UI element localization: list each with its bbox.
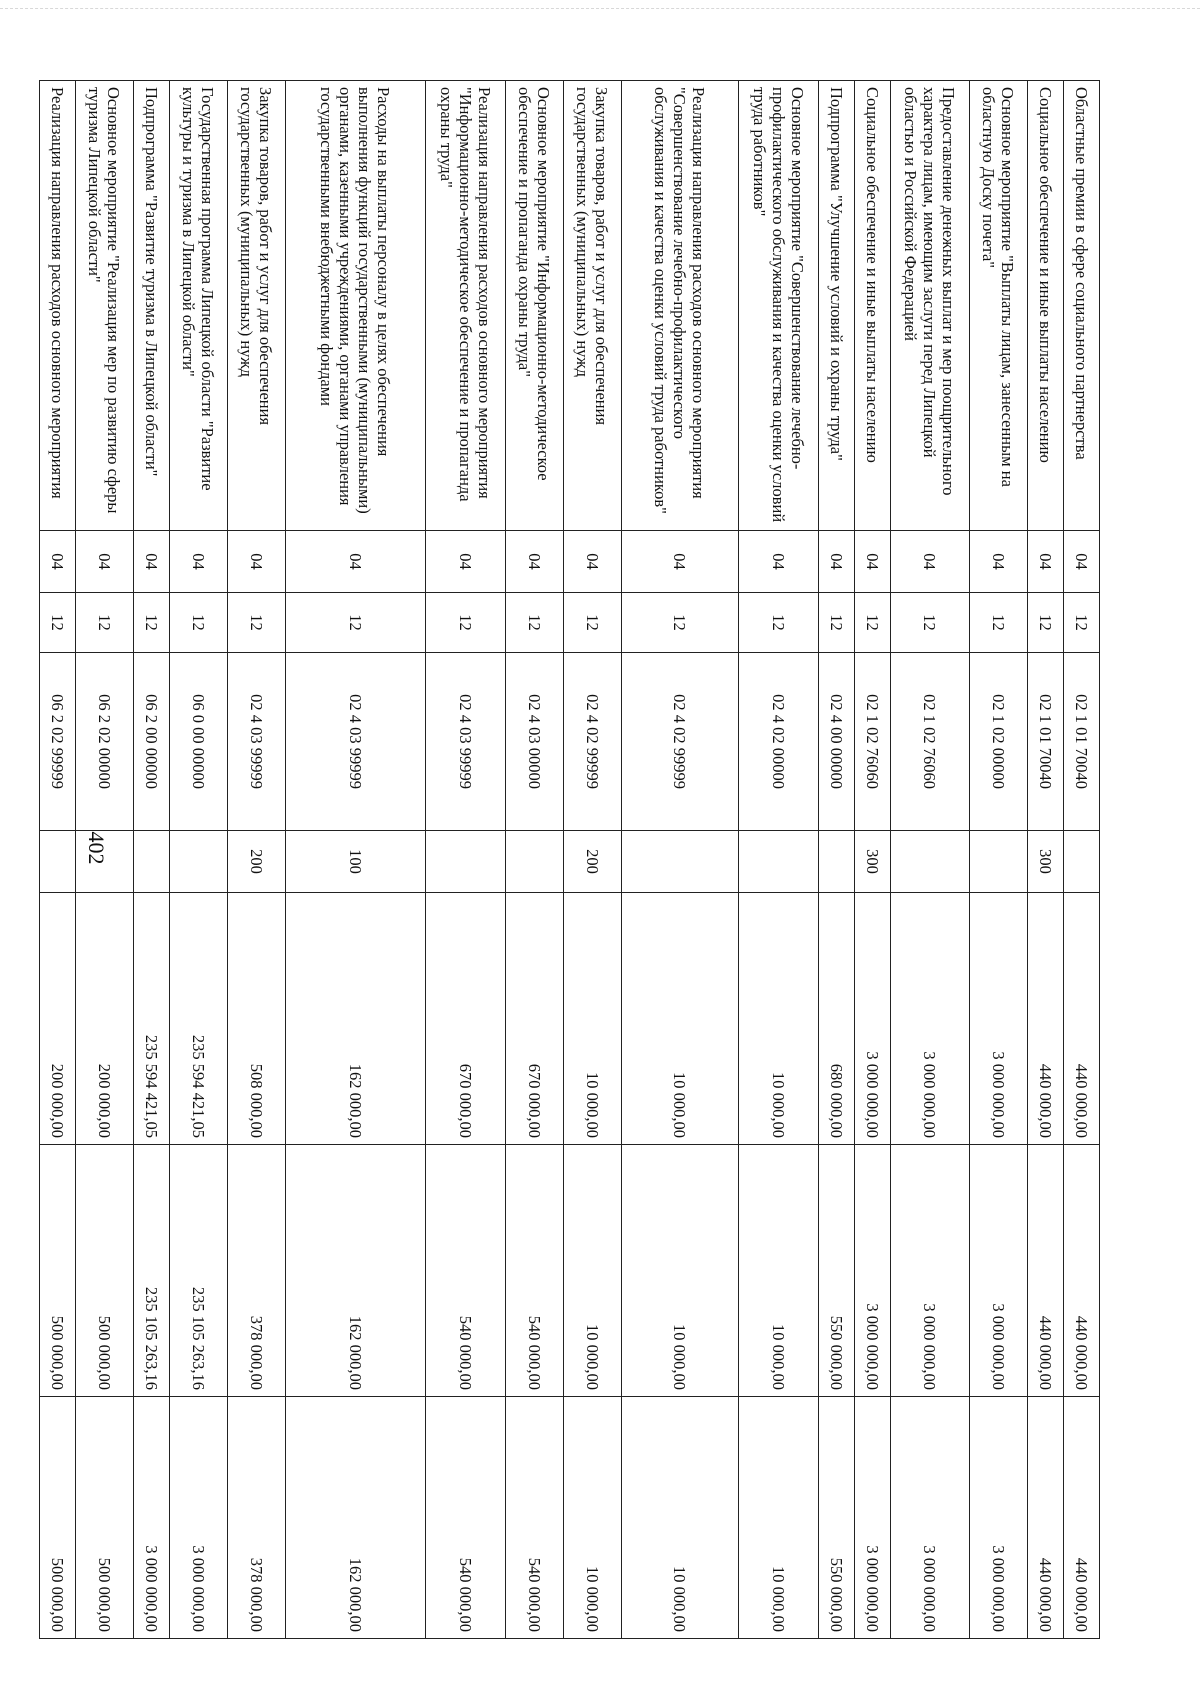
- row-expense-type-cell: [970, 831, 1028, 893]
- table-row: [134, 81, 170, 1639]
- row-amount-2-cell: 10 000,00: [564, 1145, 622, 1397]
- row-subsection-cell: 12: [891, 593, 970, 653]
- row-section-cell: 04: [564, 531, 622, 593]
- row-name-cell: Подпрограмма "Улучшение условий и охраны труда": [819, 81, 855, 531]
- table-row: [1064, 81, 1100, 1639]
- row-section-cell: 04: [855, 531, 891, 593]
- row-amount-1-cell: 3 000 000,00: [891, 893, 970, 1145]
- row-section-cell: 04: [134, 531, 170, 593]
- row-name-cell: Закупка товаров, работ и услуг для обеспечения государственных (муниципальных) нужд: [228, 81, 286, 531]
- table-row: [739, 81, 819, 1639]
- row-target-article-cell: 02 4 03 99999: [286, 653, 426, 831]
- row-target-article-cell: 02 4 02 00000: [739, 653, 819, 831]
- row-amount-2-cell: 3 000 000,00: [891, 1145, 970, 1397]
- row-expense-type-cell: [426, 831, 506, 893]
- row-name-cell: Основное мероприятие "Выплаты лицам, занесенным на областную Доску почета": [970, 81, 1028, 531]
- row-amount-1-cell: 680 000,00: [819, 893, 855, 1145]
- row-target-article-cell: 02 1 01 70040: [1064, 653, 1100, 831]
- row-amount-1-cell: 10 000,00: [564, 893, 622, 1145]
- row-name-cell: Предоставление денежных выплат и мер поощрительного характера лицам, имеющим заслуги перед Липецкой областью и Российской Федерацией: [891, 81, 970, 531]
- row-amount-3-cell: 3 000 000,00: [891, 1397, 970, 1639]
- row-name-cell: Реализация направления расходов основного мероприятия "Совершенствование лечебно-профилактического обслуживания и качества оценки условий труда работников": [622, 81, 739, 531]
- rotated-table-container: [48, 80, 1100, 1638]
- row-amount-2-cell: 10 000,00: [739, 1145, 819, 1397]
- row-expense-type-cell: [170, 831, 228, 893]
- row-amount-2-cell: 440 000,00: [1064, 1145, 1100, 1397]
- row-section-cell: 04: [76, 531, 134, 593]
- row-amount-1-cell: 10 000,00: [739, 893, 819, 1145]
- row-expense-type-cell: 100: [286, 831, 426, 893]
- row-amount-1-cell: 200 000,00: [76, 893, 134, 1145]
- table-row: [228, 81, 286, 1639]
- row-name-cell: Областные премии в сфере социального партнерства: [1064, 81, 1100, 531]
- row-target-article-cell: 02 4 03 00000: [506, 653, 564, 831]
- row-amount-2-cell: 378 000,00: [228, 1145, 286, 1397]
- row-subsection-cell: 12: [1028, 593, 1064, 653]
- row-amount-1-cell: 508 000,00: [228, 893, 286, 1145]
- row-amount-1-cell: 235 594 421,05: [134, 893, 170, 1145]
- row-expense-type-cell: [134, 831, 170, 893]
- row-amount-2-cell: 540 000,00: [426, 1145, 506, 1397]
- row-name-cell: Закупка товаров, работ и услуг для обеспечения государственных (муниципальных) нужд: [564, 81, 622, 531]
- row-amount-2-cell: 550 000,00: [819, 1145, 855, 1397]
- row-target-article-cell: 06 2 02 00000: [76, 653, 134, 831]
- row-section-cell: 04: [739, 531, 819, 593]
- row-expense-type-cell: [891, 831, 970, 893]
- table-row: [891, 81, 970, 1639]
- row-amount-1-cell: 3 000 000,00: [970, 893, 1028, 1145]
- row-amount-2-cell: 3 000 000,00: [970, 1145, 1028, 1397]
- row-target-article-cell: 02 4 02 99999: [564, 653, 622, 831]
- row-amount-3-cell: 540 000,00: [506, 1397, 564, 1639]
- row-expense-type-cell: [622, 831, 739, 893]
- row-section-cell: 04: [228, 531, 286, 593]
- row-name-cell: Реализация направления расходов основного мероприятия "Информационно-методическое обеспечение и пропаганда охраны труда": [426, 81, 506, 531]
- row-name-cell: Реализация направления расходов основного мероприятия: [40, 81, 76, 531]
- row-section-cell: 04: [819, 531, 855, 593]
- row-subsection-cell: 12: [1064, 593, 1100, 653]
- row-amount-1-cell: 670 000,00: [506, 893, 564, 1145]
- row-amount-2-cell: 540 000,00: [506, 1145, 564, 1397]
- row-name-cell: Расходы на выплаты персоналу в целях обеспечения выполнения функций государственными (муниципальными) органами, казенными учреждениями, органами управления государственными внебюджетными фондами: [286, 81, 426, 531]
- row-target-article-cell: 02 4 03 99999: [426, 653, 506, 831]
- row-amount-3-cell: 10 000,00: [739, 1397, 819, 1639]
- row-expense-type-cell: 200: [228, 831, 286, 893]
- row-amount-2-cell: 10 000,00: [622, 1145, 739, 1397]
- row-section-cell: 04: [426, 531, 506, 593]
- row-amount-1-cell: 3 000 000,00: [855, 893, 891, 1145]
- row-expense-type-cell: [76, 831, 134, 893]
- row-target-article-cell: 06 2 02 99999: [40, 653, 76, 831]
- row-subsection-cell: 12: [76, 593, 134, 653]
- table-row: [426, 81, 506, 1639]
- row-amount-3-cell: 550 000,00: [819, 1397, 855, 1639]
- row-section-cell: 04: [891, 531, 970, 593]
- row-section-cell: 04: [1028, 531, 1064, 593]
- row-amount-3-cell: 540 000,00: [426, 1397, 506, 1639]
- row-expense-type-cell: [1064, 831, 1100, 893]
- row-amount-1-cell: 440 000,00: [1028, 893, 1064, 1145]
- table-row: [970, 81, 1028, 1639]
- table-row: [76, 81, 134, 1639]
- table-row: [170, 81, 228, 1639]
- row-subsection-cell: 12: [286, 593, 426, 653]
- row-name-cell: Государственная программа Липецкой области "Развитие культуры и туризма в Липецкой области": [170, 81, 228, 531]
- row-subsection-cell: 12: [426, 593, 506, 653]
- row-amount-3-cell: 3 000 000,00: [970, 1397, 1028, 1639]
- row-expense-type-cell: [40, 831, 76, 893]
- row-amount-1-cell: 440 000,00: [1064, 893, 1100, 1145]
- row-target-article-cell: 02 4 00 00000: [819, 653, 855, 831]
- row-name-cell: Основное мероприятие "Реализация мер по развитию сферы туризма Липецкой области": [76, 81, 134, 531]
- table-row: [819, 81, 855, 1639]
- table-row: [622, 81, 739, 1639]
- row-amount-3-cell: 10 000,00: [564, 1397, 622, 1639]
- row-amount-1-cell: 670 000,00: [426, 893, 506, 1145]
- page-number: 402: [84, 831, 109, 865]
- table-row: [506, 81, 564, 1639]
- row-section-cell: 04: [286, 531, 426, 593]
- row-subsection-cell: 12: [855, 593, 891, 653]
- row-amount-2-cell: 500 000,00: [40, 1145, 76, 1397]
- row-amount-2-cell: 440 000,00: [1028, 1145, 1064, 1397]
- row-section-cell: 04: [40, 531, 76, 593]
- row-section-cell: 04: [1064, 531, 1100, 593]
- row-section-cell: 04: [506, 531, 564, 593]
- row-amount-2-cell: 500 000,00: [76, 1145, 134, 1397]
- row-target-article-cell: 06 2 00 00000: [134, 653, 170, 831]
- scan-edge-line: [0, 8, 1200, 10]
- row-amount-3-cell: 440 000,00: [1064, 1397, 1100, 1639]
- row-name-cell: Социальное обеспечение и иные выплаты населению: [855, 81, 891, 531]
- row-subsection-cell: 12: [40, 593, 76, 653]
- row-amount-3-cell: 440 000,00: [1028, 1397, 1064, 1639]
- row-expense-type-cell: 200: [564, 831, 622, 893]
- row-amount-3-cell: 500 000,00: [40, 1397, 76, 1639]
- row-expense-type-cell: [819, 831, 855, 893]
- row-target-article-cell: 02 4 03 99999: [228, 653, 286, 831]
- table-row: [855, 81, 891, 1639]
- row-section-cell: 04: [170, 531, 228, 593]
- row-subsection-cell: 12: [622, 593, 739, 653]
- row-name-cell: Основное мероприятие "Информационно-методическое обеспечение и пропаганда охраны труда": [506, 81, 564, 531]
- row-amount-3-cell: 3 000 000,00: [855, 1397, 891, 1639]
- row-target-article-cell: 02 1 02 00000: [970, 653, 1028, 831]
- row-subsection-cell: 12: [819, 593, 855, 653]
- row-amount-3-cell: 378 000,00: [228, 1397, 286, 1639]
- row-amount-1-cell: 162 000,00: [286, 893, 426, 1145]
- row-amount-2-cell: 162 000,00: [286, 1145, 426, 1397]
- row-expense-type-cell: 300: [855, 831, 891, 893]
- row-target-article-cell: 06 0 00 00000: [170, 653, 228, 831]
- row-amount-3-cell: 3 000 000,00: [134, 1397, 170, 1639]
- row-subsection-cell: 12: [134, 593, 170, 653]
- row-subsection-cell: 12: [739, 593, 819, 653]
- budget-table: [39, 80, 1100, 1639]
- table-body: [40, 81, 1100, 1639]
- table-row: [286, 81, 426, 1639]
- table-row: [1028, 81, 1064, 1639]
- row-amount-2-cell: 3 000 000,00: [855, 1145, 891, 1397]
- row-target-article-cell: 02 4 02 99999: [622, 653, 739, 831]
- row-amount-3-cell: 3 000 000,00: [170, 1397, 228, 1639]
- row-name-cell: Социальное обеспечение и иные выплаты населению: [1028, 81, 1064, 531]
- row-section-cell: 04: [970, 531, 1028, 593]
- row-expense-type-cell: [739, 831, 819, 893]
- row-target-article-cell: 02 1 02 76060: [891, 653, 970, 831]
- row-expense-type-cell: [506, 831, 564, 893]
- row-section-cell: 04: [622, 531, 739, 593]
- row-amount-1-cell: 10 000,00: [622, 893, 739, 1145]
- row-expense-type-cell: 300: [1028, 831, 1064, 893]
- row-amount-1-cell: 200 000,00: [40, 893, 76, 1145]
- row-target-article-cell: 02 1 02 76060: [855, 653, 891, 831]
- table-row: [564, 81, 622, 1639]
- row-amount-1-cell: 235 594 421,05: [170, 893, 228, 1145]
- row-subsection-cell: 12: [970, 593, 1028, 653]
- row-amount-2-cell: 235 105 263,16: [134, 1145, 170, 1397]
- row-amount-3-cell: 10 000,00: [622, 1397, 739, 1639]
- row-amount-2-cell: 235 105 263,16: [170, 1145, 228, 1397]
- table-row: [40, 81, 76, 1639]
- row-subsection-cell: 12: [506, 593, 564, 653]
- row-subsection-cell: 12: [228, 593, 286, 653]
- row-name-cell: Подпрограмма "Развитие туризма в Липецкой области": [134, 81, 170, 531]
- row-amount-3-cell: 500 000,00: [76, 1397, 134, 1639]
- row-subsection-cell: 12: [564, 593, 622, 653]
- row-subsection-cell: 12: [170, 593, 228, 653]
- row-name-cell: Основное мероприятие "Совершенствование лечебно-профилактического обслуживания и качества оценки условий труда работников": [739, 81, 819, 531]
- row-amount-3-cell: 162 000,00: [286, 1397, 426, 1639]
- row-target-article-cell: 02 1 01 70040: [1028, 653, 1064, 831]
